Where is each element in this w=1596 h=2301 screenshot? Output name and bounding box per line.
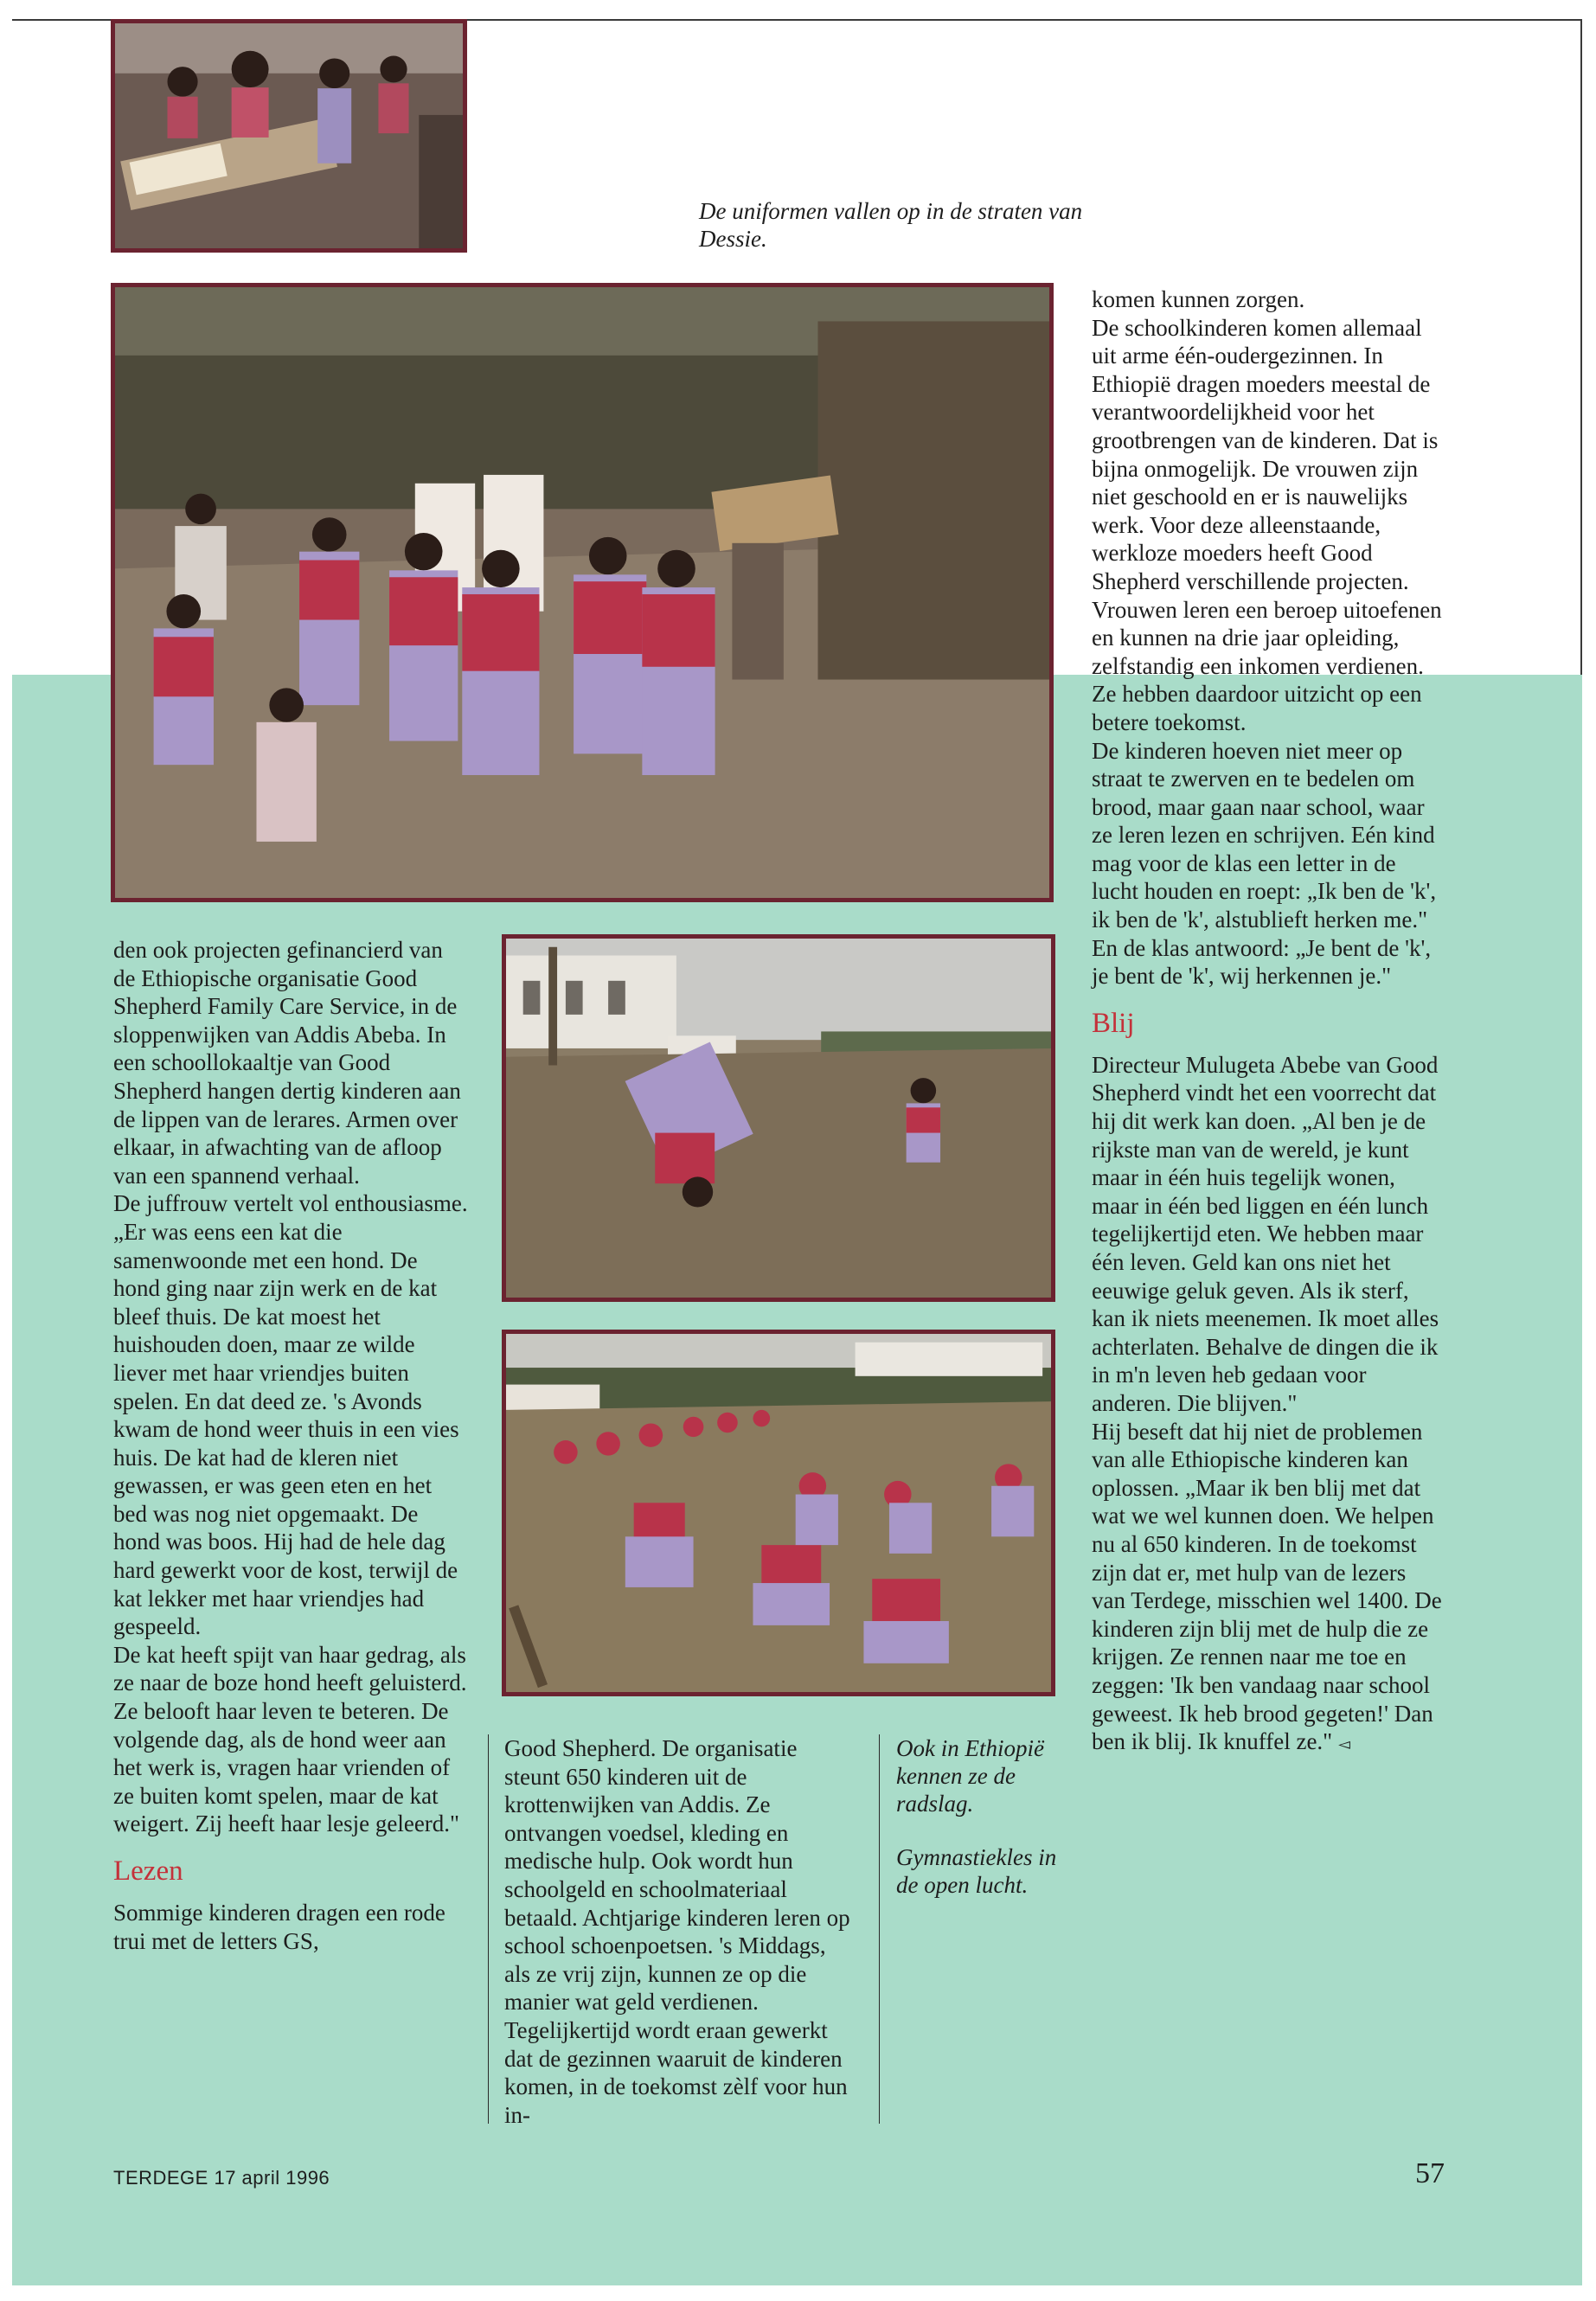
column-rule	[879, 1734, 880, 2124]
footer-publication: TERDEGE 17 april 1996	[113, 2167, 330, 2189]
photo-street-children	[111, 283, 1054, 902]
paragraph: De juffrouw vertelt vol enthousiasme. „Er was eens een kat die samenwoonde met een hond. De hond ging naar zijn werk en de kat bleef thuis. De kat moest het huishouden doen, maar ze wilde liever met haar vriendjes buiten spelen. En dat deed ze. 's Avonds kwam de hond weer thuis in een vies huis. De kat had de kleren niet gewassen, er was geen eten en het bed was nog niet opgemaakt. De hond was boos. Hij had de hele dag hard gewerkt voor de kost, terwijl de kat lekker met haar vriendjes had gespeeld.	[113, 1190, 468, 1640]
paragraph: Good Shepherd. De organisatie steunt 650 kinderen uit de krottenwijken van Addis. Ze ontvangen voedsel, kleding en medische hulp. Ook wordt hun schoolgeld en schoolmateriaal betaald. Achtjarige kinderen leren op school schoenpoetsen. 's Middags, als ze vrij zijn, kunnen ze op die manier wat geld verdienen. Tegelijkertijd wordt eraan gewerkt dat de gezinnen waaruit de kinderen komen, in de toekomst zèlf voor hun in-	[504, 1735, 850, 2128]
caption-block	[896, 1734, 1069, 1925]
subhead-lezen: Lezen	[113, 1856, 183, 1887]
column-left	[113, 936, 468, 1955]
paragraph: De kinderen hoeven niet meer op straat te zwerven en te bedelen om brood, maar gaan naar school, waar ze leren lezen en schrijven. Eén kind mag voor de klas een letter in de lucht houden en roept: „Ik ben de 'k', ik ben de 'k', alstublieft herken me." En de klas antwoord: „Je bent de 'k', je bent de 'k', wij herkennen je."	[1092, 737, 1437, 990]
caption-gymnastiek: Gymnastiekles in de open lucht.	[896, 1844, 1057, 1898]
photo-cartwheel	[502, 934, 1055, 1302]
paragraph: komen kunnen zorgen.	[1092, 286, 1305, 312]
paragraph	[1092, 1418, 1445, 1759]
photo-classroom	[111, 19, 467, 253]
column-right	[1092, 285, 1445, 1759]
paragraph: De kat heeft spijt van haar gedrag, als ze naar de boze hond heeft geluisterd. Ze belooft haar leven te beteren. De volgende dag, als de hond weer aan het werk is, vragen haar vrienden of ze buiten komt spelen, maar de kat weigert. Zij heeft haar lesje geleerd."	[113, 1641, 467, 1837]
page-number: 57	[1415, 2157, 1445, 2189]
paragraph-text: Hij beseft dat hij niet de problemen van alle Ethiopische kinderen kan oplossen. „Maar ik ben blij met dat wat we wel kunnen doen. We helpen nu al 650 kinderen. In de toekomst zijn dat er, met hulp van de lezers van Terdege, misschien wel 1400. De kinderen zijn blij met de hulp die ze krijgen. Ze rennen naar me toe en zeggen: 'Ik ben vandaag naar school geweest. Ik heb brood gegeten!' Dan ben ik blij. Ik knuffel ze."	[1092, 1418, 1442, 1755]
caption-radslag: Ook in Ethiopië kennen ze de radslag.	[896, 1735, 1044, 1817]
photo-gymnastics	[502, 1330, 1055, 1696]
end-mark-icon: ◅	[1337, 1735, 1350, 1753]
column-rule	[488, 1734, 489, 2124]
column-middle	[504, 1734, 850, 2129]
caption-uniformen: De uniformen vallen op in de straten van Dessie.	[699, 198, 1083, 252]
paragraph: De schoolkinderen komen allemaal uit arme één-oudergezinnen. In Ethiopië dragen moeders meestal de verantwoordelijkheid voor het grootbrengen van de kinderen. Dat is bijna onmogelijk. De vrouwen zijn niet geschoold en er is nauwelijks werk. Voor deze alleenstaande, werkloze moeders heeft Good Shepherd verschillende projecten. Vrouwen leren een beroep uitoefenen en kunnen na drie jaar opleiding, zelfstandig een inkomen verdienen. Ze hebben daardoor uitzicht op een betere toekomst.	[1092, 314, 1442, 735]
paragraph: den ook projecten gefinancierd van de Ethiopische organisatie Good Shepherd Family Care Service, in de sloppenwijken van Addis Abeba. In een schoollokaaltje van Good Shepherd hangen dertig kinderen aan de lippen van de lerares. Armen over elkaar, in afwachting van de afloop van een spannend verhaal.	[113, 937, 461, 1189]
paragraph: Directeur Mulugeta Abebe van Good Shepherd vindt het een voorrecht dat hij dit werk kan doen. „Al ben je de rijkste man van de wereld, je kunt maar in één huis tegelijk wonen, maar in één bed liggen en één lunch tegelijkertijd eten. We hebben maar één leven. Geld kan ons niet het eeuwige geluk geven. Als ik sterf, kan ik niets meenemen. Ik moet alles achterlaten. Behalve de dingen die ik in m'n leven heb gedaan voor anderen. Die blijven."	[1092, 1051, 1439, 1416]
subhead-blij: Blij	[1092, 1007, 1135, 1039]
paragraph: Sommige kinderen dragen een rode trui met de letters GS,	[113, 1900, 445, 1954]
